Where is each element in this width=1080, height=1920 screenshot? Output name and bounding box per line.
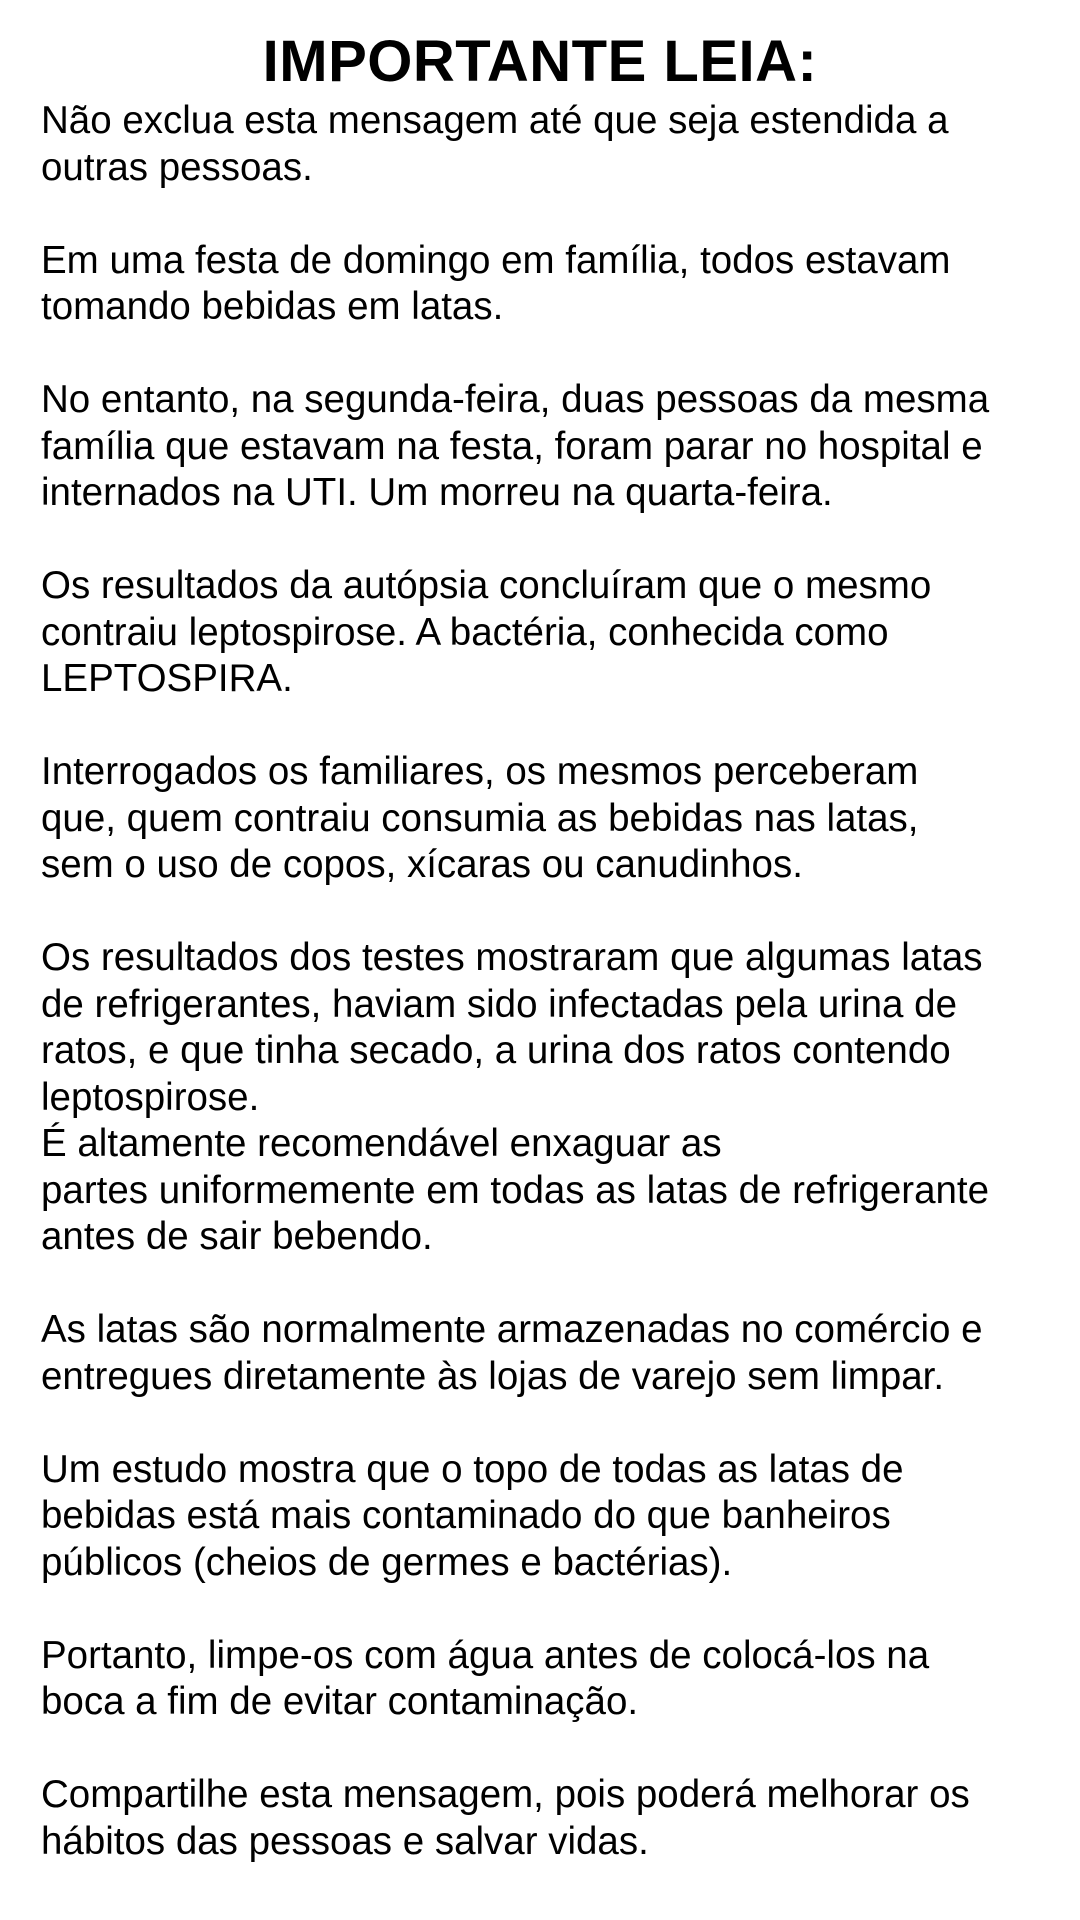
paragraph-storage: As latas são normalmente armazenadas no comércio e entregues diretamente às lojas de varejo sem limpar. [41, 1308, 983, 1398]
paragraph-autopsy: Os resultados da autópsia concluíram que o mesmo contraiu leptospirose. A bactéria, conhecida como LEPTOSPIRA. [41, 564, 932, 700]
paragraph-test-results: Os resultados dos testes mostraram que algumas latas de refrigerantes, haviam sido infectadas pela urina de ratos, e que tinha secado, a urina dos ratos contendo leptospirose. [41, 936, 983, 1119]
paragraph-family-party: Em uma festa de domingo em família, todos estavam tomando bebidas em latas. [41, 238, 951, 328]
paragraph-clean-advice: Portanto, limpe-os com água antes de colocá-los na boca a fim de evitar contaminação. [41, 1633, 930, 1723]
message-body [41, 98, 1066, 1865]
paragraph-intro: Não exclua esta mensagem até que seja estendida a outras pessoas. [41, 99, 949, 189]
document-title: IMPORTANTE LEIA: [262, 29, 818, 94]
paragraph-recommendation: É altamente recomendável enxaguar as partes uniformemente em todas as latas de refrigerante antes de sair bebendo. [41, 1122, 990, 1258]
paragraph-hospital: No entanto, na segunda-feira, duas pessoas da mesma família que estavam na festa, foram parar no hospital e internados na UTI. Um morreu na quarta-feira. [41, 378, 990, 514]
paragraph-interrogation: Interrogados os familiares, os mesmos perceberam que, quem contraiu consumia as bebidas nas latas, sem o uso de copos, xícaras ou canudinhos. [41, 750, 919, 886]
paragraph-study: Um estudo mostra que o topo de todas as latas de bebidas está mais contaminado do que banheiros públicos (cheios de germes e bactérias). [41, 1447, 904, 1584]
paragraph-share: Compartilhe esta mensagem, pois poderá melhorar os hábitos das pessoas e salvar vidas. [41, 1773, 970, 1863]
